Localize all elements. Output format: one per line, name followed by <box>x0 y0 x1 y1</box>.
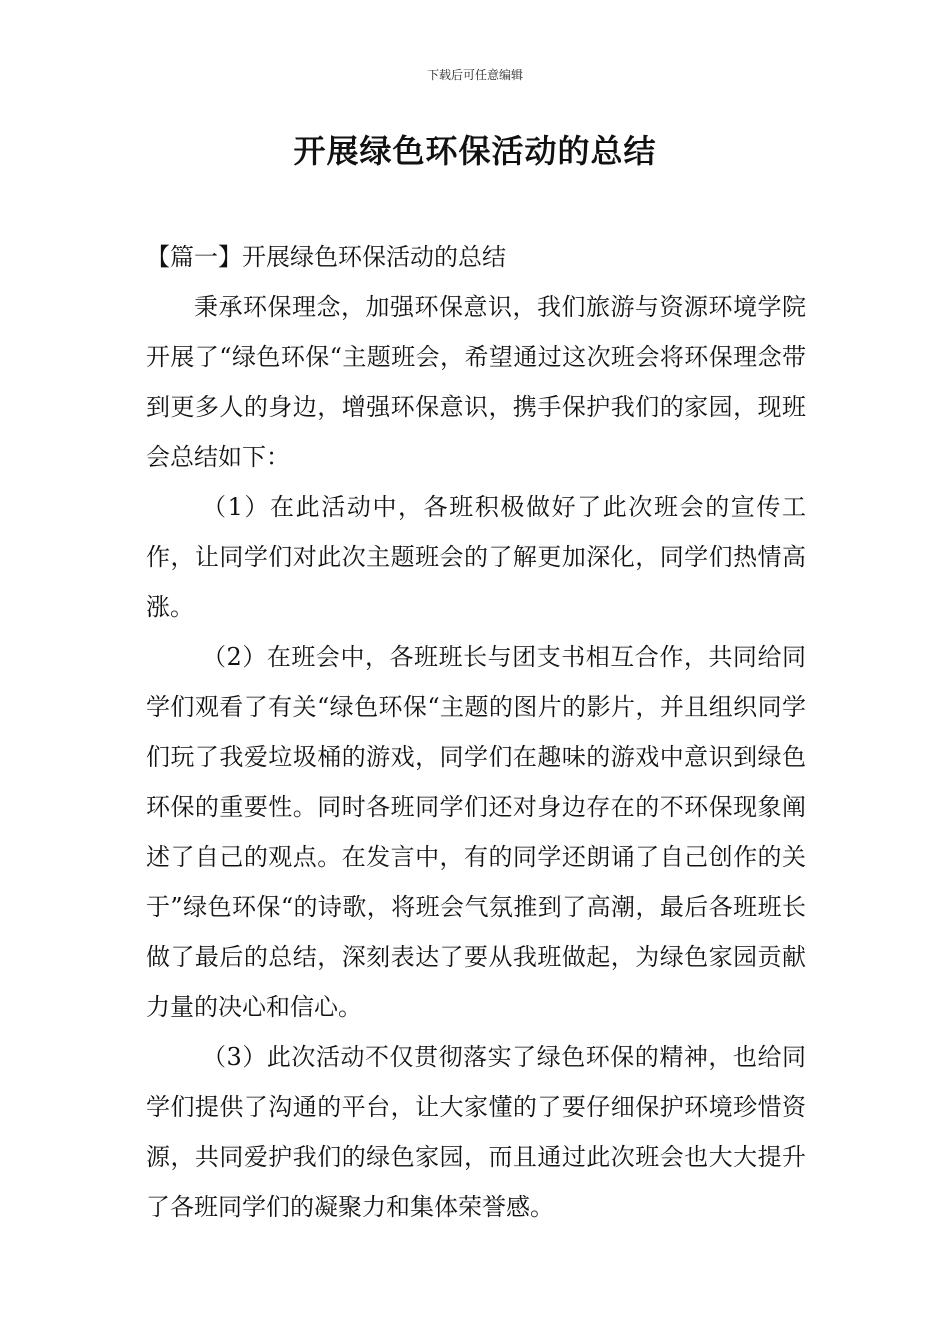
document-body <box>146 232 806 1232</box>
page-header-note: 下载后可任意编辑 <box>426 68 523 82</box>
body-paragraph-point-3: （3）此次活动不仅贯彻落实了绿色环保的精神，也给同学们提供了沟通的平台，让大家懂的了要仔细保护环境珍惜资源，共同爱护我们的绿色家园，而且通过此次班会也大大提升了各班同学们的凝聚力和集体荣誉感。 <box>146 1043 806 1221</box>
body-paragraph-intro: 秉承环保理念，加强环保意识，我们旅游与资源环境学院开展了“绿色环保“主题班会，希望通过这次班会将环保理念带到更多人的身边，增强环保意识，携手保护我们的家园，现班会总结如下： <box>146 293 806 471</box>
body-paragraph-point-2: （2）在班会中，各班班长与团支书相互合作，共同给同学们观看了有关“绿色环保“主题的图片的影片，并且组织同学们玩了我爱垃圾桶的游戏，同学们在趣味的游戏中意识到绿色环保的重要性。同时各班同学们还对身边存在的不环保现象阐述了自己的观点。在发言中，有的同学还朗诵了自己创作的关于”绿色环保“的诗歌，将班会气氛推到了高潮，最后各班班长做了最后的总结，深刻表达了要从我班做起，为绿色家园贡献力量的决心和信心。 <box>146 643 806 1021</box>
body-paragraph-point-1: （1）在此活动中，各班积极做好了此次班会的宣传工作，让同学们对此次主题班会的了解更加深化，同学们热情高涨。 <box>146 493 806 621</box>
section-heading: 【篇一】开展绿色环保活动的总结 <box>146 243 506 271</box>
document-title: 开展绿色环保活动的总结 <box>293 132 657 170</box>
